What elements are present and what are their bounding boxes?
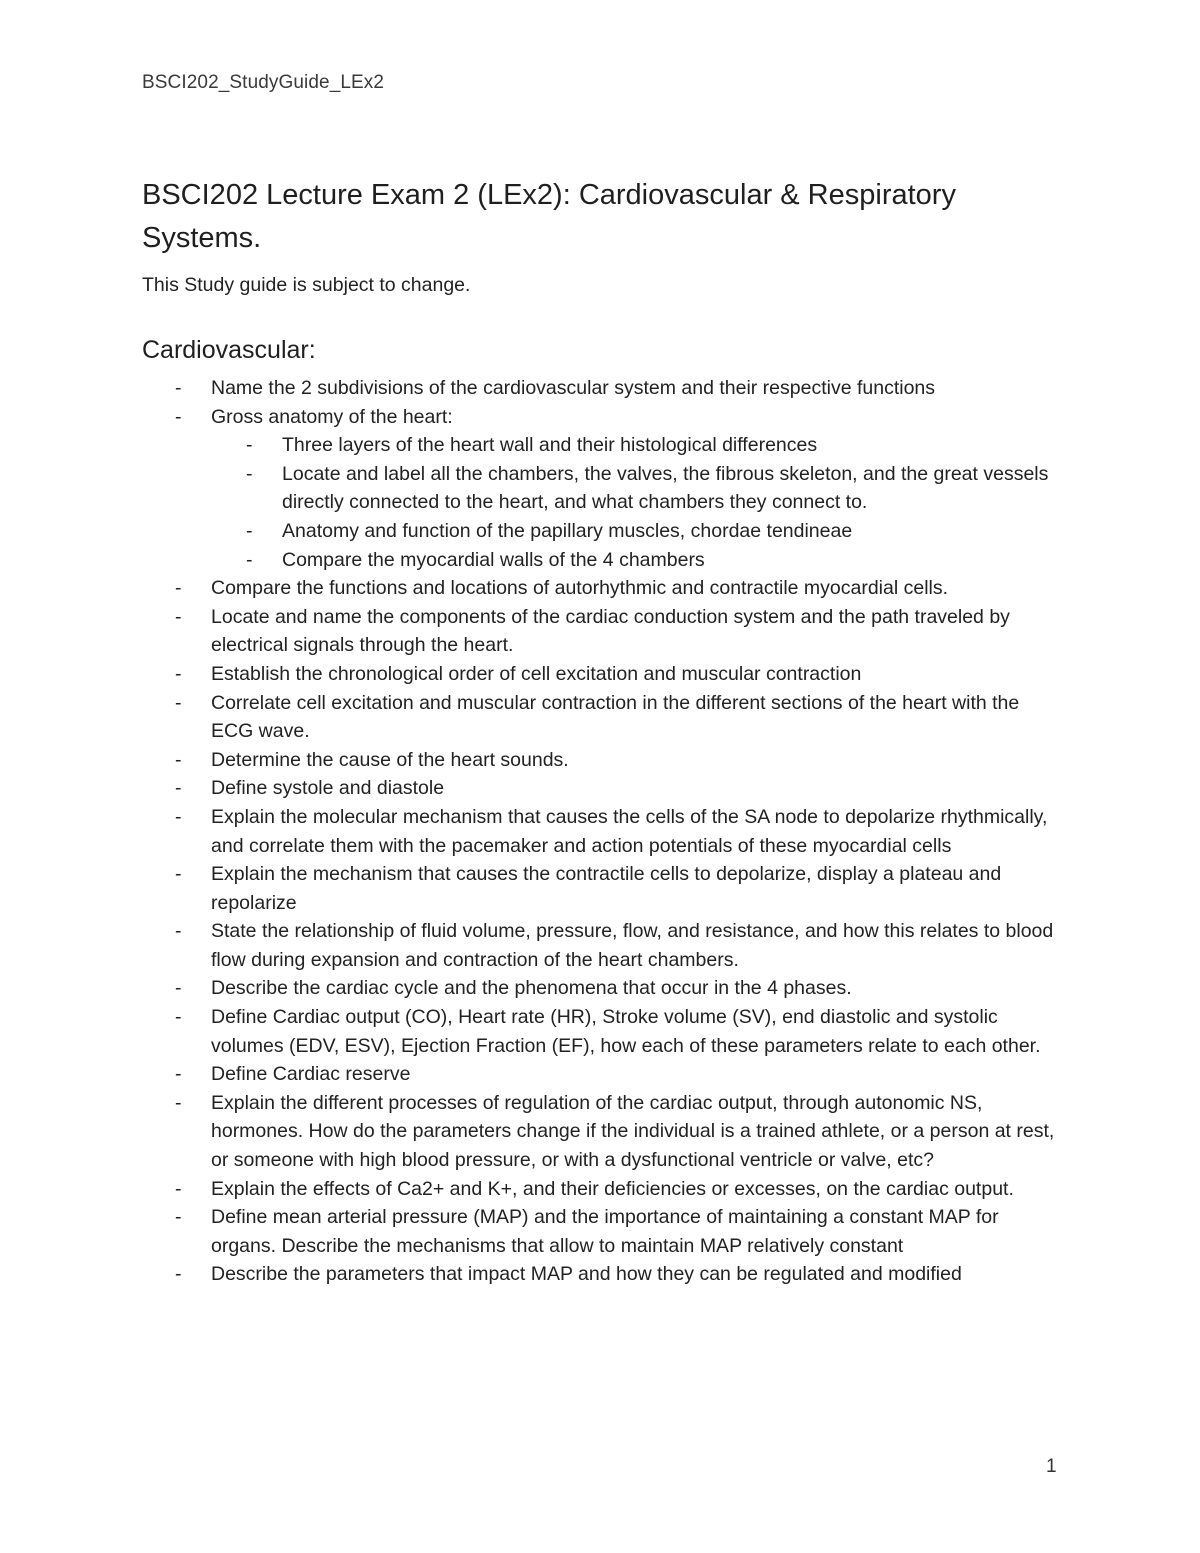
- list-item-text: Determine the cause of the heart sounds.: [211, 748, 569, 771]
- list-bullet-dash: -: [246, 462, 253, 485]
- list-item: [142, 774, 1062, 803]
- list-bullet-dash: -: [175, 1006, 182, 1029]
- list-item-text: Name the 2 subdivisions of the cardiovascular system and their respective functions: [211, 377, 936, 399]
- list-bullet-dash: -: [175, 977, 182, 1000]
- list-bullet-dash: -: [246, 548, 253, 571]
- document-title: BSCI202 Lecture Exam 2 (LEx2): Cardiovascular & Respiratory Systems.: [142, 179, 956, 254]
- list-item-text: Anatomy and function of the papillary muscles, chordae tendineae: [282, 519, 853, 542]
- list-item: [142, 974, 1062, 1003]
- list-bullet-dash: -: [175, 1206, 182, 1229]
- list-item: [142, 660, 1062, 689]
- list-item-text: Locate and name the components of the cardiac conduction system and the path traveled by electrical signals through the heart.: [211, 605, 1010, 657]
- sub-list-item: [142, 460, 1062, 517]
- list-bullet-dash: -: [175, 605, 182, 628]
- list-item-text: Locate and label all the chambers, the valves, the fibrous skeleton, and the great vessels directly connected to the heart, and what chambers they connect to.: [282, 462, 1049, 514]
- list-item-text: Define Cardiac output (CO), Heart rate (HR), Stroke volume (SV), end diastolic and systolic volumes (EDV, ESV), Ejection Fraction (EF), how each of these parameters relate to each other.: [211, 1006, 1041, 1057]
- list-bullet-dash: -: [175, 377, 182, 399]
- list-item-text: Three layers of the heart wall and their histological differences: [282, 434, 818, 457]
- list-bullet-dash: -: [175, 920, 182, 943]
- page-number: 1: [1046, 1456, 1057, 1477]
- list-bullet-dash: -: [175, 405, 182, 428]
- list-bullet-dash: -: [175, 777, 182, 800]
- list-item-text: Describe the parameters that impact MAP and how they can be regulated and modified: [211, 1263, 962, 1286]
- list-bullet-dash: -: [175, 748, 182, 771]
- list-item-text: Describe the cardiac cycle and the phenomena that occur in the 4 phases.: [211, 977, 852, 1000]
- list-item: [142, 746, 1062, 775]
- list-item: [142, 689, 1062, 746]
- list-bullet-dash: -: [246, 434, 253, 457]
- list-item: [142, 1060, 1062, 1089]
- list-item-text: Compare the myocardial walls of the 4 chambers: [282, 548, 705, 571]
- list-bullet-dash: -: [175, 577, 182, 600]
- list-item: [142, 374, 1062, 403]
- list-bullet-dash: -: [175, 1091, 182, 1114]
- list-item: [142, 1203, 1062, 1260]
- list-item: [142, 1089, 1062, 1175]
- list-item-text: Gross anatomy of the heart:: [211, 405, 453, 428]
- list-item: [142, 1175, 1062, 1204]
- list-bullet-dash: -: [175, 691, 182, 714]
- list-bullet-dash: -: [175, 1177, 182, 1200]
- sub-list-item: [142, 546, 1062, 575]
- cardiovascular-topic-list: [142, 374, 1062, 1289]
- list-item: [142, 1260, 1062, 1289]
- sub-list-item: [142, 517, 1062, 546]
- list-item: [142, 917, 1062, 974]
- list-item-text: Explain the different processes of regulation of the cardiac output, through autonomic NS, hormones. How do the parameters change if the individual is a trained athlete, or a person at rest, or someone with high blood pressure, or with a dysfunctional ventricle or valve, etc?: [211, 1091, 1055, 1172]
- list-item: [142, 603, 1062, 660]
- list-item: [142, 403, 1062, 432]
- list-item-text: State the relationship of fluid volume, pressure, flow, and resistance, and how this relates to blood flow during expansion and contraction of the heart chambers.: [211, 920, 1054, 971]
- list-item-text: Define mean arterial pressure (MAP) and the importance of maintaining a constant MAP for organs. Describe the mechanisms that allow to maintain MAP relatively constant: [211, 1206, 999, 1257]
- list-item-text: Correlate cell excitation and muscular contraction in the different sections of the heart with the ECG wave.: [211, 691, 1020, 743]
- section-heading-cardiovascular: Cardiovascular:: [142, 336, 316, 364]
- page-header: BSCI202_StudyGuide_LEx2: [142, 72, 385, 93]
- list-item: [142, 574, 1062, 603]
- list-item-text: Define systole and diastole: [211, 777, 445, 800]
- list-item-text: Define Cardiac reserve: [211, 1063, 411, 1086]
- list-item: [142, 803, 1062, 860]
- list-item-text: Explain the mechanism that causes the contractile cells to depolarize, display a plateau and repolarize: [211, 863, 1002, 914]
- list-item: [142, 860, 1062, 917]
- list-bullet-dash: -: [175, 863, 182, 886]
- subtitle-note: This Study guide is subject to change.: [142, 274, 471, 296]
- list-bullet-dash: -: [175, 1263, 182, 1286]
- list-item-text: Establish the chronological order of cell excitation and muscular contraction: [211, 662, 862, 685]
- list-item-text: Explain the effects of Ca2+ and K+, and their deficiencies or excesses, on the cardiac output.: [211, 1177, 1014, 1200]
- list-bullet-dash: -: [175, 805, 182, 828]
- list-bullet-dash: -: [246, 519, 253, 542]
- list-bullet-dash: -: [175, 1063, 182, 1086]
- list-item-text: Explain the molecular mechanism that causes the cells of the SA node to depolarize rhythmically, and correlate them with the pacemaker and action potentials of these myocardial cells: [211, 805, 1048, 857]
- sub-list-item: [142, 431, 1062, 460]
- list-item: [142, 1003, 1062, 1060]
- list-bullet-dash: -: [175, 662, 182, 685]
- list-item-text: Compare the functions and locations of autorhythmic and contractile myocardial cells.: [211, 577, 949, 600]
